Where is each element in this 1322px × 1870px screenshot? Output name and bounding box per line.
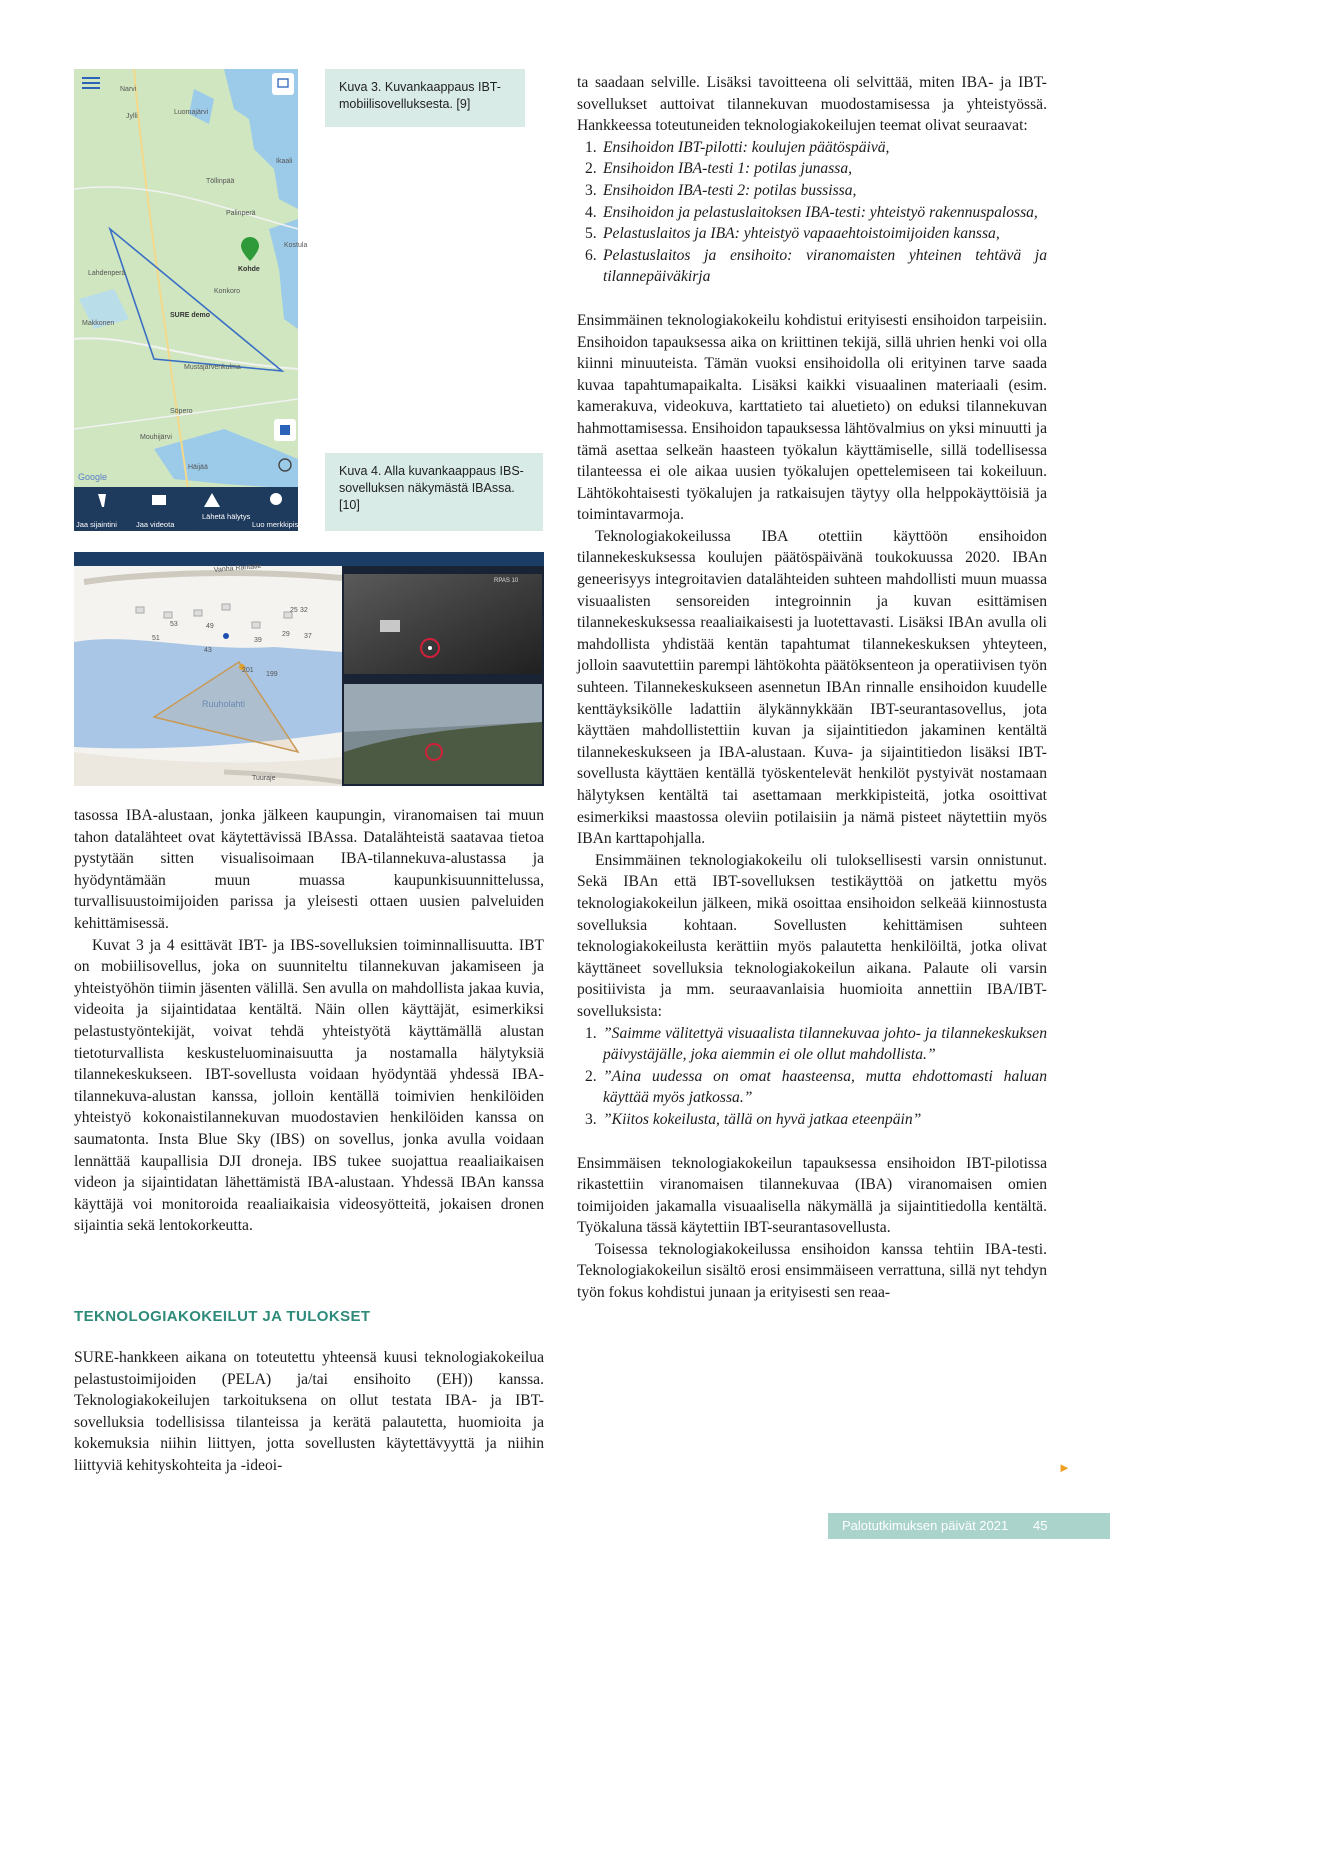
figure3-map-screenshot xyxy=(74,69,308,531)
map-place-label: Kostula xyxy=(284,242,308,249)
list-item: 1. Ensihoidon IBT-pilotti: koulujen päätöspäivä, xyxy=(585,138,890,156)
drone-marker-icon xyxy=(223,633,229,639)
paragraph: Toisessa teknologiakokeilussa ensihoidon kanssa tehtiin IBA-testi. Teknologiakokeilun sisältö erosi ensimmäiseen verrattuna, sillä nyt tehdyn työn fokus kohdistui junaan ja erityisesti sen reaa- xyxy=(577,1240,1047,1302)
map-house-number: 29 xyxy=(282,631,290,638)
map-place-label: Töllinpää xyxy=(206,178,235,185)
page-footer xyxy=(828,1513,1110,1539)
right-column xyxy=(577,72,1047,1304)
paragraph: Ensimmäinen teknologiakokeilu kohdistui erityisesti ensihoidon tarpeisiin. Ensihoidon tapauksessa aika on kriittinen tekijä, sillä uhrien henki voi olla kiinni minuuteista. Tämän vuoksi ensihoidolla oli erityinen tarve saada kuvaa tapahtumapaikalta. Lisäksi kaikki visuaalinen materiaali (esim. kamerakuva, videokuva, karttatieto tai aluetieto) on eduksi tilannekuvan hahmottamisessa. Ensihoidon tapauksessa lähtövalmius on yksi minuutti ja tämä asettaa selkeän haasteen työkalun käyttämiselle, sillä todellisessa tilanteessa ei ole aikaa uusien työkalujen opettelemiseen tai kokeiluun. Lähtökohtaisesti työkalujen ja ratkaisujen täytyy olla helppokäyttöisiä ja toimintavarmoja. xyxy=(577,311,1047,524)
figure3-caption: Kuva 3. Kuvankaappaus IBT-mobiilisovelluksesta. [9] xyxy=(325,69,525,127)
left-column xyxy=(74,805,544,1237)
section-heading: TEKNOLOGIAKOKEILUT JA TULOKSET xyxy=(74,1308,371,1325)
map-place-label: Mustajärvenkulma xyxy=(184,364,241,371)
experiment-list xyxy=(577,137,1047,288)
feed-label: RPAS 10 xyxy=(494,578,519,584)
map-place-label: Narvi xyxy=(120,86,137,93)
video-off-icon xyxy=(152,495,166,505)
continue-arrow-icon: ► xyxy=(1058,1460,1071,1475)
paragraph: Ensimmäinen teknologiakokeilu oli tuloksellisesti varsin onnistunut. Sekä IBAn että IBT-sovelluksen testikäyttöä on jatkettu myös teknologiakokeilun jälkeen, mikä osoittaa ensihoidon selkeää kiinnostusta sovelluksia kohtaan. Sovellusten kehittämisen suhteen teknologiakokeilusta kerättiin myös palautetta henkilöiltä, jotka olivat käyttäneet sovelluksia teknologiakokeilun aikana. Palaute oli varsin positiivista ja mm. seuraavanlaisia huomioita annettiin IBA/IBT-sovelluksista: xyxy=(577,851,1047,1020)
share-location-button[interactable]: Jaa sijaintini xyxy=(76,520,117,529)
share-video-button[interactable]: Jaa videota xyxy=(136,520,175,529)
list-item: 3. Ensihoidon IBA-testi 2: potilas bussissa, xyxy=(585,181,857,199)
map-place-label: Kohde xyxy=(238,266,260,273)
list-item: 5. Pelastuslaitos ja IBA: yhteistyö vapaaehtoistoimijoiden kanssa, xyxy=(585,225,1000,243)
list-item: 6. Pelastuslaitos ja ensihoito: viranomaisten yhteinen tehtävä ja tilannepäiväkirja xyxy=(585,246,1047,286)
hamburger-menu-icon[interactable] xyxy=(82,77,100,89)
list-item: 4. Ensihoidon ja pelastuslaitoksen IBA-testi: yhteistyö rakennuspalossa, xyxy=(585,203,1038,221)
map-place-label: Söpero xyxy=(170,408,193,415)
footer-title: Palotutkimuksen päivät 2021 xyxy=(842,1518,1009,1533)
map-place-label: Konkoro xyxy=(214,288,241,295)
paragraph: Kuvat 3 ja 4 esittävät IBT- ja IBS-sovelluksien toiminnallisuutta. IBT on mobiilisovellus, joka on suunniteltu tilannekuvan jakamiseen ja yhteistyöhön tiimin jäsenten välillä. Sen avulla on mahdollista jakaa kuvia, videoita ja sijaintidataa kentältä. Näin ollen käyttäjät, esimerkiksi pelastustyöntekijät, voivat tehdä yhteistyötä käyttämällä alustan tietoturvallista keskusteluominaisuutta ja nostamalla hälytyksiä tilannekeskukseen. IBT-sovellusta voidaan hyödyntää yhdessä IBA-tilannekuva-alustan kanssa, jolloin kentällä toimivien henkilöiden yhteistyö kokonaistilannekuvan muodostavien henkilöiden kanssa on saumatonta. Insta Blue Sky (IBS) on sovellus, jonka avulla voidaan lennättää kaupallisia DJI droneja. IBS tukee suojattua reaaliaikaisen videon ja sijaintidatan lähettämistä IBA-alustaan. Yhdessä IBAn kanssa käyttäjä voi monitoroida reaaliaikaisia videosyötteitä, jokaisen dronen sijaintia sekä lentokorkeutta. xyxy=(74,936,544,1235)
map-house-number: 32 xyxy=(300,607,308,614)
paragraph: SURE-hankkeen aikana on toteutettu yhteensä kuusi teknologiakokeilua pelastustoimijoiden (PELA) ja/tai ensihoito (EH)) kanssa. Teknologiakokeilujen tarkoituksena on ollut testata IBA- ja IBT-sovelluksia todellisissa tilanteissa ja kerätä palautetta, huomioita ja kokemuksia niihin liittyen, jotta sovellusten käytettävyyttä ja niihin liittyviä kehityskohteita ja -ideoi- xyxy=(74,1349,544,1474)
map-lake-label: Ruuholahti xyxy=(202,699,246,709)
left-column-continued xyxy=(74,1347,544,1477)
map-house-number: 25 xyxy=(290,607,298,614)
paragraph: ta saadaan selville. Lisäksi tavoitteena oli selvittää, miten IBA- ja IBT-sovellukset auttoivat tilannekuvan muodostamisessa ja yhteistyössä. Hankkeessa toteutuneiden teknologiakokeilujen teemat olivat seuraavat: xyxy=(577,74,1047,135)
map-place-label: Makkonen xyxy=(82,320,115,327)
map-house-number: 201 xyxy=(242,667,254,674)
figure4-ibs-screenshot xyxy=(74,552,544,786)
map-place-label: Mouhijärvi xyxy=(140,434,172,441)
map-house-number: 37 xyxy=(304,633,312,640)
chat-icon xyxy=(272,73,294,95)
map-house-number: 39 xyxy=(254,637,262,644)
map-place-label: Jylli xyxy=(126,113,138,120)
map-place-label: Lahdenperä xyxy=(88,270,126,277)
map-house-number: 43 xyxy=(204,647,212,654)
paragraph: Teknologiakokeilussa IBA otettiin käyttöön ensihoidon tilannekeskuksessa koulujen päätöspäivänä toukokuussa 2020. IBAn geneerisyys integroitavien datalähteiden suhteen mahdollisti muun muassa visuaalisten sensoreiden integroinnin ja kuvan esittämisen tilannekeskuksessa reaaliaikaisesti ja luotettavasti. Lisäksi IBAn avulla oli mahdollista yhdistää kentän tapahtumat tilannekeskuksen yhteyteen, jolloin saavutettiin parempi lähtökohta päätöksenteon ja operatiivisen työn suhteen. Tilannekeskukseen asennetun IBAn rinnalle ensihoidon kuudelle kenttäyksikölle ladattiin älykännykkään IBT-seurantasovellus, jota käyttäen mahdollistettiin kuvan ja sijaintitiedon jakaminen kentältä tilannekeskukseen ja IBA-alustaan. Kuva- ja sijaintitiedon lisäksi IBT-sovellusta käyttäen kentällä työskentelevät henkilöt pystyivät nostamaan hälytyksen kentältä tai asettamaan merkkipisteitä, jotka osoittivat esimerkiksi maastossa oleviin potilaisiin ja nämä pisteet näytettiin myös IBAn karttapohjalla. xyxy=(577,527,1047,848)
feedback-quote-list xyxy=(577,1023,1047,1131)
paragraph: Ensimmäisen teknologiakokeilun tapauksessa ensihoidon IBT-pilotissa rikastettiin viranomaisen tilannekuvaa (IBA) viranomaisen omien toimijoiden jakamalla visuaalisella näkymällä ja sijaintitiedolla kentältä. Työkaluna tässä käytettiin IBT-seurantasovellusta. xyxy=(577,1154,1047,1237)
page-number: 45 xyxy=(1033,1518,1048,1533)
map-place-label: Palinperä xyxy=(226,210,256,217)
quote-item: 3. ”Kiitos kokeilusta, tällä on hyvä jatkaa eteenpäin” xyxy=(585,1110,922,1128)
figure4-caption: Kuva 4. Alla kuvankaappaus IBS-sovelluksen näkymästä IBAssa. [10] xyxy=(325,453,543,531)
map-road-label: Vanha Rantatie xyxy=(213,562,262,574)
map-place-label: Häijää xyxy=(188,464,208,471)
send-alert-button[interactable]: Lähetä hälytys xyxy=(202,512,251,521)
quote-item: 1. ”Saimme välitettyä visuaalista tilannekuvaa johto- ja tilannekeskuksen päivystäjälle, joka aiemmin ei ole ollut mahdollista.” xyxy=(585,1024,1047,1064)
google-logo: Google xyxy=(78,472,108,482)
create-marker-button[interactable]: Luo merkkipiste xyxy=(252,520,305,529)
list-item: 2. Ensihoidon IBA-testi 1: potilas junassa, xyxy=(585,160,853,178)
paragraph: tasossa IBA-alustaan, jonka jälkeen kaupungin, viranomaisen tai muun tahon datalähteet ovat käytettävissä IBAssa. Datalähteistä saatavaa tietoa pystytään sitten visualisoimaan IBA-tilannekuva-alustassa ja hyödyntämään muun muassa kaupunkisuunnittelussa, turvallisuustoimijoiden parissa ja yleisesti ottaen uusien palveluiden kehittämisessä. xyxy=(74,807,544,932)
map-place-label: Ikaali xyxy=(276,158,293,165)
map-house-number: 49 xyxy=(206,623,214,630)
map-house-number: 51 xyxy=(152,635,160,642)
map-place-label: Luomajärvi xyxy=(174,109,209,116)
add-marker-icon xyxy=(270,493,282,505)
map-road-label: Tuuraje xyxy=(252,775,276,782)
map-house-number: 199 xyxy=(266,671,278,678)
map-house-number: 53 xyxy=(170,621,178,628)
map-place-label: SURE demo xyxy=(170,312,211,319)
quote-item: 2. ”Aina uudessa on omat haasteensa, mutta ehdottomasti haluan käyttää myös jatkossa.” xyxy=(585,1067,1047,1107)
